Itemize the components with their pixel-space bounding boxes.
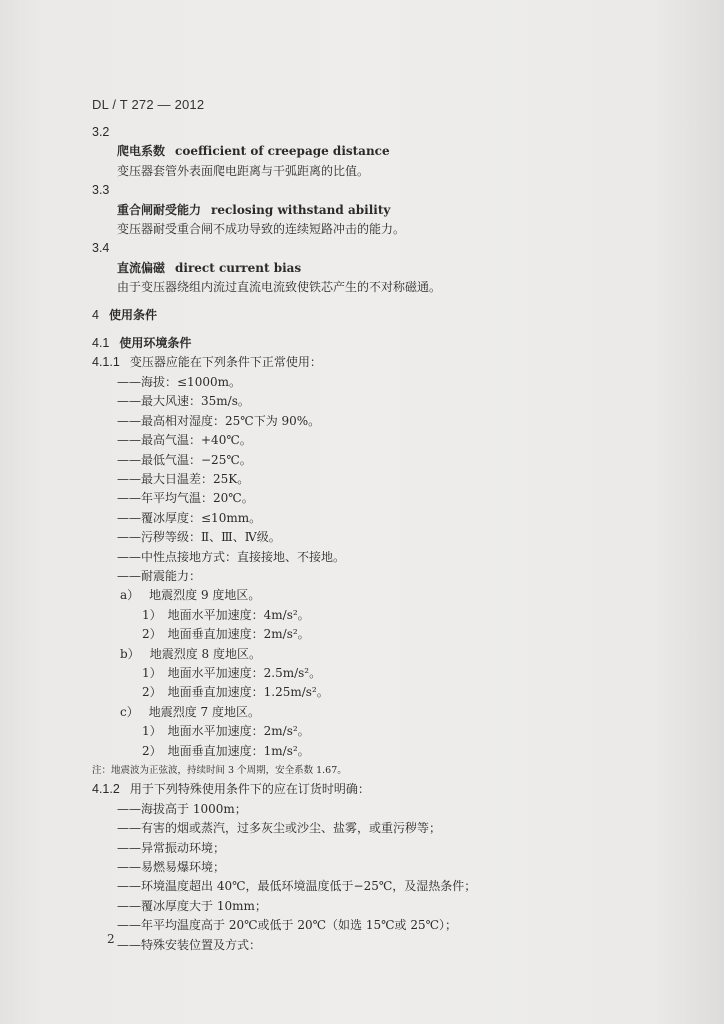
sub-item: 1） 地面水平加速度：4m/s²。 — [142, 607, 310, 622]
list-item: ——有害的烟或蒸汽，过多灰尘或沙尘、盐雾，或重污秽等； — [117, 821, 442, 836]
sub-item: 1） 地面水平加速度：2.5m/s²。 — [142, 665, 322, 680]
list-item: ——覆冰厚度大于 10mm； — [117, 898, 267, 913]
sub-item: 1） 地面水平加速度：2m/s²。 — [142, 724, 310, 739]
term-definition: 由于变压器绕组内流过直流电流致使铁芯产生的不对称磁通。 — [117, 280, 442, 295]
list-item: ——年平均温度高于 20℃或低于 20℃（如选 15℃或 25℃）； — [117, 918, 458, 933]
clause-number: 3.4 — [92, 241, 110, 256]
term-cn: 直流偏磁 — [117, 260, 166, 275]
sub-item: 2） 地面垂直加速度：2m/s²。 — [142, 627, 310, 642]
list-item: ——异常振动环境； — [117, 840, 226, 855]
list-text: 地震烈度 7 度地区。 — [148, 704, 260, 719]
list-item: ——耐震能力： — [117, 568, 202, 583]
section-number: 4 — [92, 307, 99, 322]
list-item: ——覆冰厚度：≤10mm。 — [117, 510, 262, 525]
seismic-zone-b — [92, 645, 672, 664]
list-item: ——海拔高于 1000m； — [117, 801, 247, 816]
list-label: b） — [120, 646, 140, 661]
clause-number: 3.3 — [92, 183, 110, 198]
list-label: a） — [120, 588, 140, 603]
seismic-zone-c — [92, 703, 672, 722]
clause-number: 4.1.1 — [92, 355, 120, 370]
list-item: ——污秽等级：Ⅱ、Ⅲ、Ⅳ级。 — [117, 530, 281, 545]
list-item: ——年平均气温：20℃。 — [117, 491, 254, 506]
term-heading — [92, 142, 672, 161]
sub-item: 2） 地面垂直加速度：1m/s²。 — [142, 743, 310, 758]
seismic-zone-a — [92, 586, 672, 605]
list-item: ——最大风速：35m/s。 — [117, 394, 250, 409]
section-heading-4-1 — [92, 334, 672, 353]
page-number: 2 — [107, 932, 115, 946]
list-item: ——最高相对湿度：25℃下为 90%。 — [117, 413, 321, 428]
term-cn: 重合闸耐受能力 — [117, 202, 202, 217]
clause-number: 4.1.2 — [92, 782, 120, 797]
list-item: ——最高气温：+40℃。 — [117, 433, 252, 448]
list-label: c） — [120, 704, 139, 719]
clause-4-1-1-intro — [92, 353, 672, 372]
term-cn: 爬电系数 — [117, 144, 166, 159]
list-item: ——环境温度超出 40℃，最低环境温度低于−25℃，及湿热条件； — [117, 879, 477, 894]
term-definition: 变压器套管外表面爬电距离与干弧距离的比值。 — [117, 163, 370, 178]
list-item: ——最大日温差：25K。 — [117, 471, 250, 486]
list-item: ——特殊安装位置及方式： — [117, 937, 262, 952]
term-en: direct current bias — [175, 260, 302, 275]
document-body — [92, 123, 672, 955]
sub-item: 2） 地面垂直加速度：1.25m/s²。 — [142, 685, 329, 700]
clause-intro: 变压器应能在下列条件下正常使用： — [129, 355, 322, 370]
clause-4-1-2-intro — [92, 780, 672, 799]
list-item: ——最低气温：−25℃。 — [117, 452, 252, 467]
list-text: 地震烈度 9 度地区。 — [149, 588, 261, 603]
section-number: 4.1 — [92, 336, 110, 351]
standard-code-header: DL / T 272 — 2012 — [92, 97, 205, 112]
section-title: 使用环境条件 — [119, 336, 192, 351]
clause-intro: 用于下列特殊使用条件下的应在订货时明确： — [129, 782, 370, 797]
seismic-note: 注：地震波为正弦波，持续时间 3 个周期，安全系数 1.67。 — [92, 765, 347, 776]
clause-number: 3.2 — [92, 125, 110, 139]
term-heading — [92, 259, 672, 278]
term-heading — [92, 201, 672, 220]
list-item: ——中性点接地方式：直接接地、不接地。 — [117, 549, 346, 564]
term-en: reclosing withstand ability — [211, 202, 391, 217]
section-title: 使用条件 — [108, 307, 157, 322]
list-item: ——易燃易爆环境； — [117, 860, 226, 875]
list-item: ——海拔：≤1000m。 — [117, 374, 241, 389]
list-text: 地震烈度 8 度地区。 — [149, 646, 261, 661]
term-en: coefficient of creepage distance — [175, 144, 390, 159]
section-heading-4 — [92, 306, 672, 325]
term-definition: 变压器耐受重合闸不成功导致的连续短路冲击的能力。 — [117, 222, 406, 237]
